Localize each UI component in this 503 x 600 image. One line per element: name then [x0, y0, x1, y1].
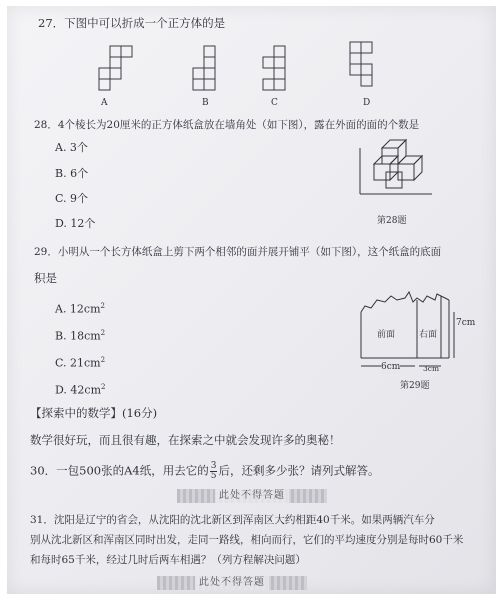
net-a [99, 46, 132, 90]
q27-stem: 27．下图中可以折成一个正方体的是 [38, 16, 226, 30]
net-c [263, 46, 285, 90]
q29-stem-line1: 29．小明从一个长方体纸盒上剪下两个相邻的面并展开铺平（如下图），这个纸盒的底面 [34, 246, 442, 258]
q28-option-d: D. 12个 [55, 217, 96, 230]
q29-width-label: 6cm [381, 362, 401, 372]
no-answer-banner-2: 此处不得答题 [157, 576, 307, 590]
section-intro: 数学很好玩，而且很有趣，在探索之中就会发现许多的奥秘！ [30, 433, 341, 447]
q28-cubes-figure [352, 134, 442, 214]
q28-figure-caption: 第28题 [377, 216, 407, 226]
q29-figure-caption: 第29题 [400, 381, 430, 391]
q31-line1: 31．沈阳是辽宁的省会，从沈阳的沈北新区到浑南区大约相距40千米。如果两辆汽车分 [30, 514, 435, 526]
q29-option-b: B. $18cm^2$ [55, 329, 106, 343]
exam-page [7, 6, 496, 594]
net-b-label: B [202, 98, 209, 108]
net-c-label: C [271, 98, 278, 108]
net-b [193, 46, 215, 90]
section-heading: 【探索中的数学】(16分) [30, 406, 158, 420]
net-d [350, 42, 372, 86]
q28-option-a: A. 3个 [55, 141, 88, 154]
fraction: $\frac{3}{5}$ [210, 461, 217, 481]
q28-stem: 28．4个棱长为20厘米的正方体纸盒放在墙角处（如下图），露在外面的面的个数是 [34, 119, 420, 131]
q29-right-face-label: 右面 [419, 330, 438, 340]
no-answer-banner-1: 此处不得答题 [177, 489, 327, 503]
q29-height-label: 7cm [456, 318, 476, 328]
q29-left-face-label: 前面 [377, 330, 396, 340]
q29-unfolded-box-figure [357, 286, 467, 376]
net-a-label: A [101, 98, 108, 108]
net-d-label: D [363, 98, 371, 108]
q29-stem-line2: 积是 [34, 271, 57, 285]
q28-option-b: B. 6个 [55, 167, 89, 180]
q29-option-d: D. $42cm^2$ [55, 383, 106, 397]
q30-stem: 30．一包500张的A4纸，用去它的 $\frac{3}{5}$ 后，还剩多少张？请列式解答。 [30, 461, 380, 481]
q31-line3: 和每时65千米，经过几时后两车相遇？（列方程解决问题） [30, 554, 306, 566]
q28-option-c: C. 9个 [55, 192, 89, 205]
q29-option-a: A. $12cm^2$ [55, 302, 105, 316]
q29-depth-label: 3cm [423, 364, 440, 373]
q29-option-c: C. $21cm^2$ [55, 356, 106, 370]
q27-nets-figure [92, 40, 392, 120]
q31-line2: 别从沈北新区和浑南区同时出发，走同一路线，相向而行，它们的平均速度分别是每时60千米 [30, 534, 464, 546]
